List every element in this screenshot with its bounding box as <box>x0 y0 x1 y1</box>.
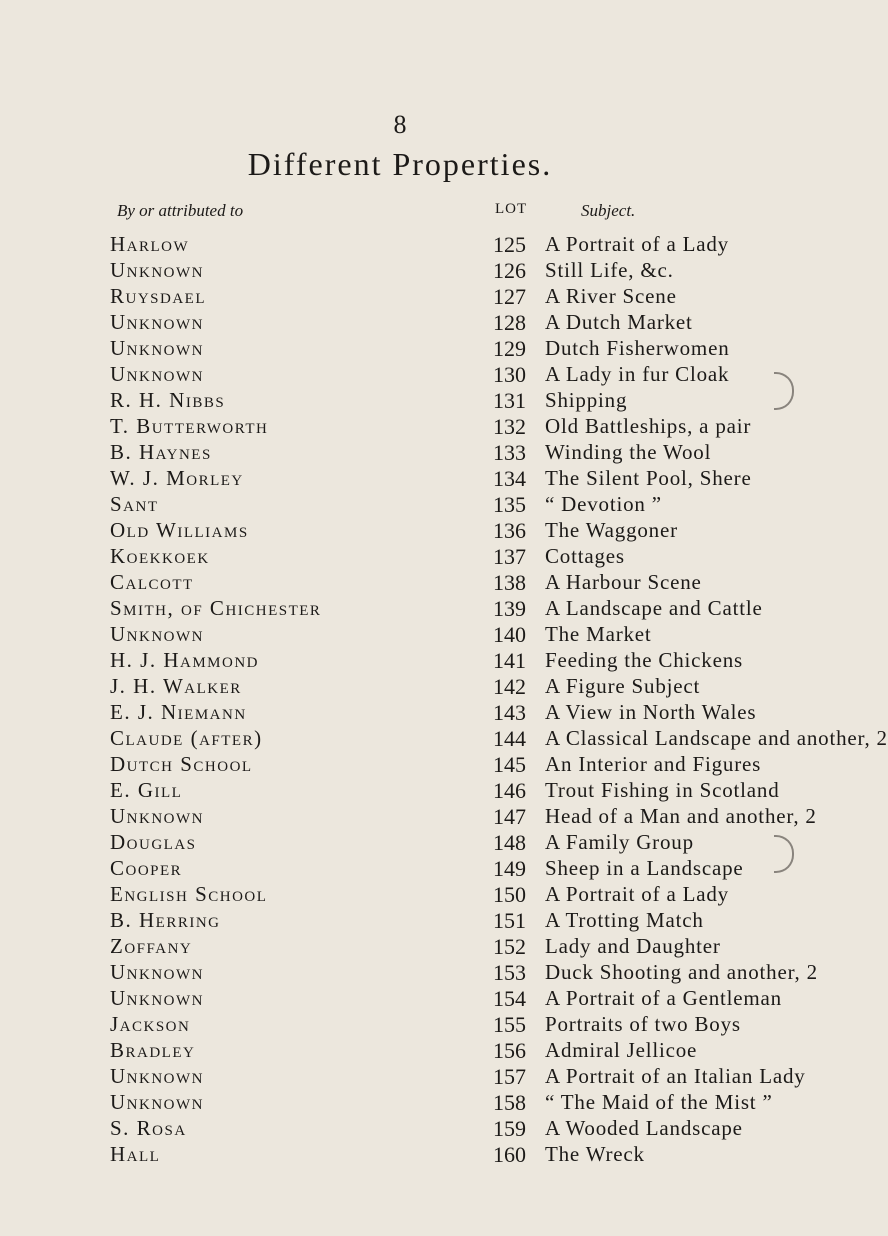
lot-subject: A Lady in fur Cloak <box>545 362 730 386</box>
lot-number: 160 <box>493 1142 526 1167</box>
lot-number: 154 <box>493 986 526 1011</box>
lot-subject: Dutch Fisherwomen <box>545 336 730 360</box>
artist-name: E. Gill <box>110 778 183 802</box>
lot-row <box>0 258 800 284</box>
artist-name: Koekkoek <box>110 544 210 568</box>
lot-number: 151 <box>493 908 526 933</box>
lot-subject: A Trotting Match <box>545 908 704 932</box>
page-title: Different Properties. <box>247 146 553 182</box>
lot-row <box>0 830 800 856</box>
lot-subject: “ The Maid of the Mist ” <box>545 1090 773 1114</box>
artist-name: Jackson <box>110 1012 191 1036</box>
artist-name: Bradley <box>110 1038 196 1062</box>
lot-column-header: LOT <box>495 201 528 217</box>
lot-row <box>0 1038 800 1064</box>
lot-subject: A View in North Wales <box>545 700 757 724</box>
lot-row <box>0 1142 800 1168</box>
lot-subject: An Interior and Figures <box>545 752 762 776</box>
lot-row <box>0 492 800 518</box>
artist-name: Sant <box>110 492 159 516</box>
lot-row <box>0 1090 800 1116</box>
lot-number: 157 <box>493 1064 526 1089</box>
lot-row <box>0 882 800 908</box>
lot-row <box>0 414 800 440</box>
lot-number: 147 <box>493 804 526 829</box>
lot-row <box>0 362 800 388</box>
lot-row <box>0 648 800 674</box>
lot-number: 156 <box>493 1038 526 1063</box>
lot-number: 137 <box>493 544 526 569</box>
lot-row <box>0 1064 806 1090</box>
lot-row <box>0 284 800 310</box>
artist-name: Unknown <box>110 310 204 334</box>
lot-number: 133 <box>493 440 526 465</box>
artist-name: Dutch School <box>110 752 253 776</box>
artist-name: W. J. Morley <box>110 466 244 490</box>
lot-row <box>0 804 817 830</box>
lot-number: 125 <box>493 232 526 257</box>
lot-number: 159 <box>493 1116 526 1141</box>
lot-row <box>0 232 800 258</box>
lot-row <box>0 934 800 960</box>
lot-row <box>0 674 800 700</box>
lot-number: 152 <box>493 934 526 959</box>
artist-name: Old Williams <box>110 518 249 542</box>
artist-name: B. Herring <box>110 908 221 932</box>
artist-name: Hall <box>110 1142 161 1166</box>
artist-name: Smith, of Chichester <box>110 596 322 620</box>
artist-name: Claude (after) <box>110 726 263 750</box>
lot-subject: Trout Fishing in Scotland <box>545 778 780 802</box>
lot-number: 146 <box>493 778 526 803</box>
lot-subject: Still Life, &c. <box>545 258 674 282</box>
lot-number: 129 <box>493 336 526 361</box>
lot-row <box>0 960 818 986</box>
artist-name: Cooper <box>110 856 183 880</box>
artist-name: Harlow <box>110 232 190 256</box>
lot-subject: The Waggoner <box>545 518 678 542</box>
lot-number: 130 <box>493 362 526 387</box>
artist-name: Calcott <box>110 570 194 594</box>
lot-number: 143 <box>493 700 526 725</box>
lot-number: 149 <box>493 856 526 881</box>
lot-number: 158 <box>493 1090 526 1115</box>
lot-subject: Cottages <box>545 544 625 568</box>
artist-name: E. J. Niemann <box>110 700 247 724</box>
lot-subject: The Wreck <box>545 1142 645 1166</box>
lot-list <box>0 232 888 1168</box>
artist-name: Unknown <box>110 804 204 828</box>
lot-subject: Winding the Wool <box>545 440 712 464</box>
lot-row <box>0 570 800 596</box>
lot-number: 139 <box>493 596 526 621</box>
lot-subject: Shipping <box>545 388 628 412</box>
lot-subject: The Silent Pool, Shere <box>545 466 752 490</box>
lot-number: 144 <box>493 726 526 751</box>
lot-row <box>0 726 888 752</box>
lot-subject: A Family Group <box>545 830 694 854</box>
lot-row <box>0 778 800 804</box>
lot-subject: A Portrait of a Lady <box>545 232 729 256</box>
lot-row <box>0 336 800 362</box>
lot-row <box>0 856 800 882</box>
lot-number: 135 <box>493 492 526 517</box>
lot-number: 148 <box>493 830 526 855</box>
lot-number: 138 <box>493 570 526 595</box>
lot-subject: Duck Shooting and another, 2 <box>545 960 818 984</box>
artist-name: Zoffany <box>110 934 193 958</box>
artist-name: J. H. Walker <box>110 674 242 698</box>
lot-subject: A Portrait of a Gentleman <box>545 986 782 1010</box>
lot-number: 155 <box>493 1012 526 1037</box>
lot-row <box>0 986 800 1012</box>
artist-name: Unknown <box>110 1064 204 1088</box>
lot-row <box>0 544 800 570</box>
lot-subject: Sheep in a Landscape <box>545 856 744 880</box>
lot-subject: The Market <box>545 622 652 646</box>
artist-name: Unknown <box>110 362 204 386</box>
artist-name: English School <box>110 882 268 906</box>
lot-number: 132 <box>493 414 526 439</box>
lot-number: 128 <box>493 310 526 335</box>
lot-subject: “ Devotion ” <box>545 492 662 516</box>
lot-subject: Head of a Man and another, 2 <box>545 804 817 828</box>
artist-name: Unknown <box>110 1090 204 1114</box>
artist-name: Douglas <box>110 830 197 854</box>
artist-name: T. Butterworth <box>110 414 269 438</box>
lot-subject: A Landscape and Cattle <box>545 596 763 620</box>
artist-name: Unknown <box>110 960 204 984</box>
lot-subject: Feeding the Chickens <box>545 648 743 672</box>
column-header-row <box>0 201 800 225</box>
lot-subject: Portraits of two Boys <box>545 1012 741 1036</box>
lot-row <box>0 440 800 466</box>
lot-row <box>0 466 800 492</box>
artist-name: S. Rosa <box>110 1116 187 1140</box>
lot-row <box>0 622 800 648</box>
lot-number: 150 <box>493 882 526 907</box>
lot-subject: A Classical Landscape and another, 2 <box>545 726 888 750</box>
lot-row <box>0 752 800 778</box>
lot-number: 153 <box>493 960 526 985</box>
lot-number: 136 <box>493 518 526 543</box>
lot-number: 140 <box>493 622 526 647</box>
lot-row <box>0 388 800 414</box>
artist-name: Unknown <box>110 336 204 360</box>
lot-row <box>0 310 800 336</box>
lot-row <box>0 596 800 622</box>
lot-number: 127 <box>493 284 526 309</box>
artist-name: H. J. Hammond <box>110 648 260 672</box>
lot-number: 126 <box>493 258 526 283</box>
lot-subject: A Portrait of an Italian Lady <box>545 1064 806 1088</box>
lot-subject: A River Scene <box>545 284 677 308</box>
lot-number: 134 <box>493 466 526 491</box>
subject-column-header: Subject. <box>581 201 636 220</box>
lot-number: 145 <box>493 752 526 777</box>
artist-name: R. H. Nibbs <box>110 388 226 412</box>
lot-subject: Lady and Daughter <box>545 934 721 958</box>
lot-number: 131 <box>493 388 526 413</box>
lot-number: 141 <box>493 648 526 673</box>
artist-name: Unknown <box>110 986 204 1010</box>
lot-row <box>0 1116 800 1142</box>
artist-name: Unknown <box>110 258 204 282</box>
artist-name: Unknown <box>110 622 204 646</box>
lot-subject: A Dutch Market <box>545 310 693 334</box>
lot-row <box>0 700 800 726</box>
artist-column-header: By or attributed to <box>117 201 244 220</box>
lot-subject: A Figure Subject <box>545 674 701 698</box>
lot-number: 142 <box>493 674 526 699</box>
lot-subject: Old Battleships, a pair <box>545 414 752 438</box>
lot-subject: A Portrait of a Lady <box>545 882 729 906</box>
artist-name: Ruysdael <box>110 284 207 308</box>
lot-subject: A Wooded Landscape <box>545 1116 743 1140</box>
artist-name: B. Haynes <box>110 440 212 464</box>
lot-subject: Admiral Jellicoe <box>545 1038 698 1062</box>
lot-subject: A Harbour Scene <box>545 570 702 594</box>
lot-row <box>0 518 800 544</box>
page-number: 8 <box>393 110 407 139</box>
lot-row <box>0 1012 800 1038</box>
lot-row <box>0 908 800 934</box>
